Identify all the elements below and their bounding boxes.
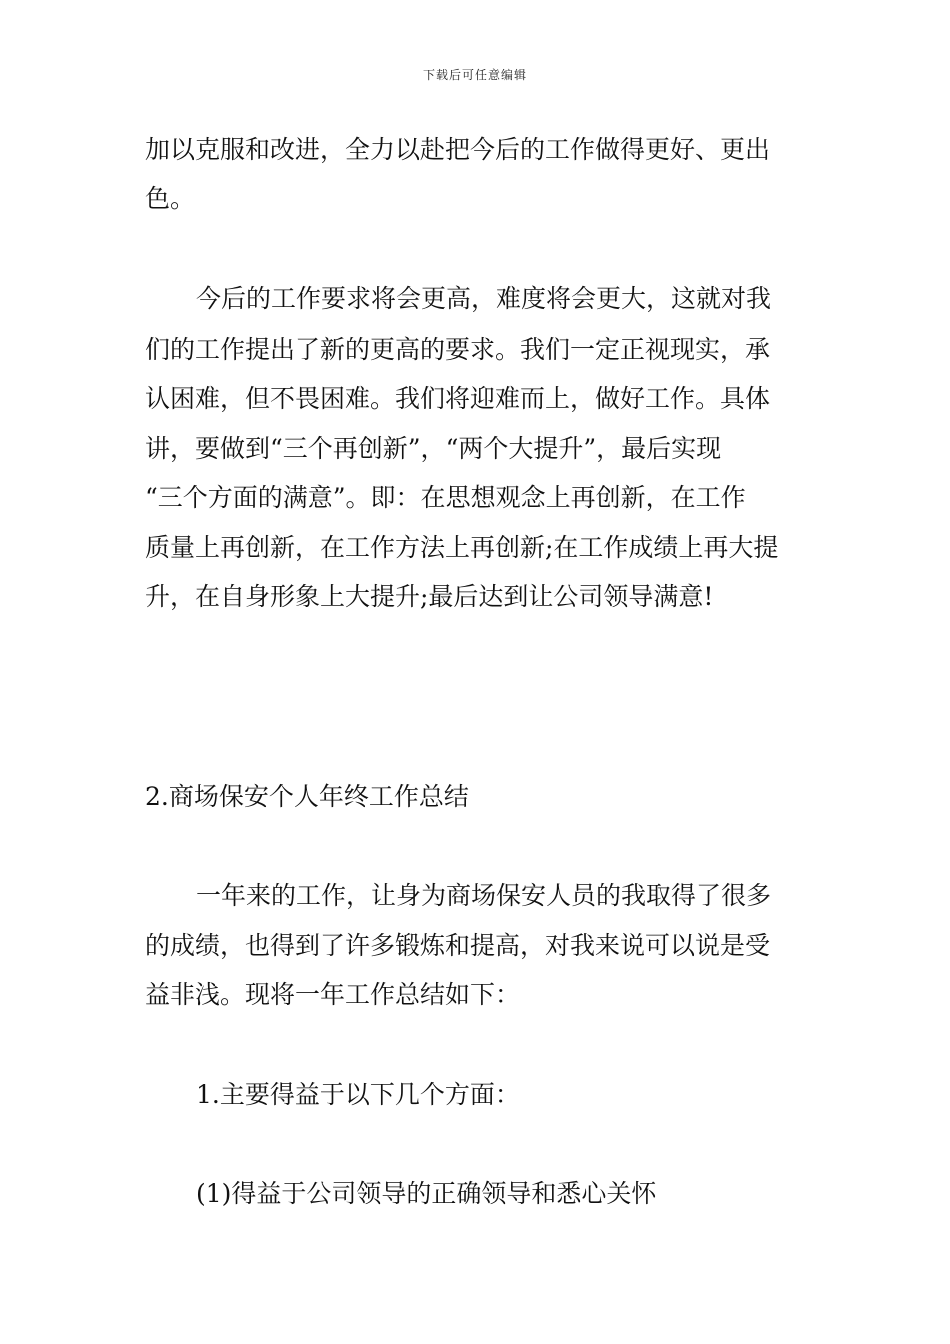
paragraph-line: 色。 <box>145 184 196 213</box>
paragraph-line: 升，在自身形象上大提升;最后达到让公司领导满意! <box>145 582 714 611</box>
paragraph-line: 质量上再创新，在工作方法上再创新;在工作成绩上再大提 <box>145 533 779 562</box>
paragraph-line: 加以克服和改进，全力以赴把今后的工作做得更好、更出 <box>145 135 771 164</box>
paragraph-line: 认困难，但不畏困难。我们将迎难而上，做好工作。具体 <box>145 384 771 413</box>
section-title: 2.商场保安个人年终工作总结 <box>145 782 469 811</box>
paragraph-line: 们的工作提出了新的更高的要求。我们一定正视现实，承 <box>145 335 771 364</box>
paragraph-line: 益非浅。现将一年工作总结如下： <box>145 980 521 1009</box>
paragraph-line: “三个方面的满意”。即：在思想观念上再创新，在工作 <box>145 483 746 512</box>
paragraph-line: 讲，要做到“三个再创新”，“两个大提升”，最后实现 <box>145 434 722 463</box>
paragraph-line: 今后的工作要求将会更高，难度将会更大，这就对我 <box>196 284 772 313</box>
paragraph-line: 的成绩，也得到了许多锻炼和提高，对我来说可以说是受 <box>145 931 771 960</box>
list-item: (1)得益于公司领导的正确领导和悉心关怀 <box>196 1179 657 1208</box>
paragraph-line: 一年来的工作，让身为商场保安人员的我取得了很多 <box>196 881 772 910</box>
list-heading: 1.主要得益于以下几个方面： <box>196 1080 520 1109</box>
page-header: 下载后可任意编辑 <box>422 68 527 82</box>
